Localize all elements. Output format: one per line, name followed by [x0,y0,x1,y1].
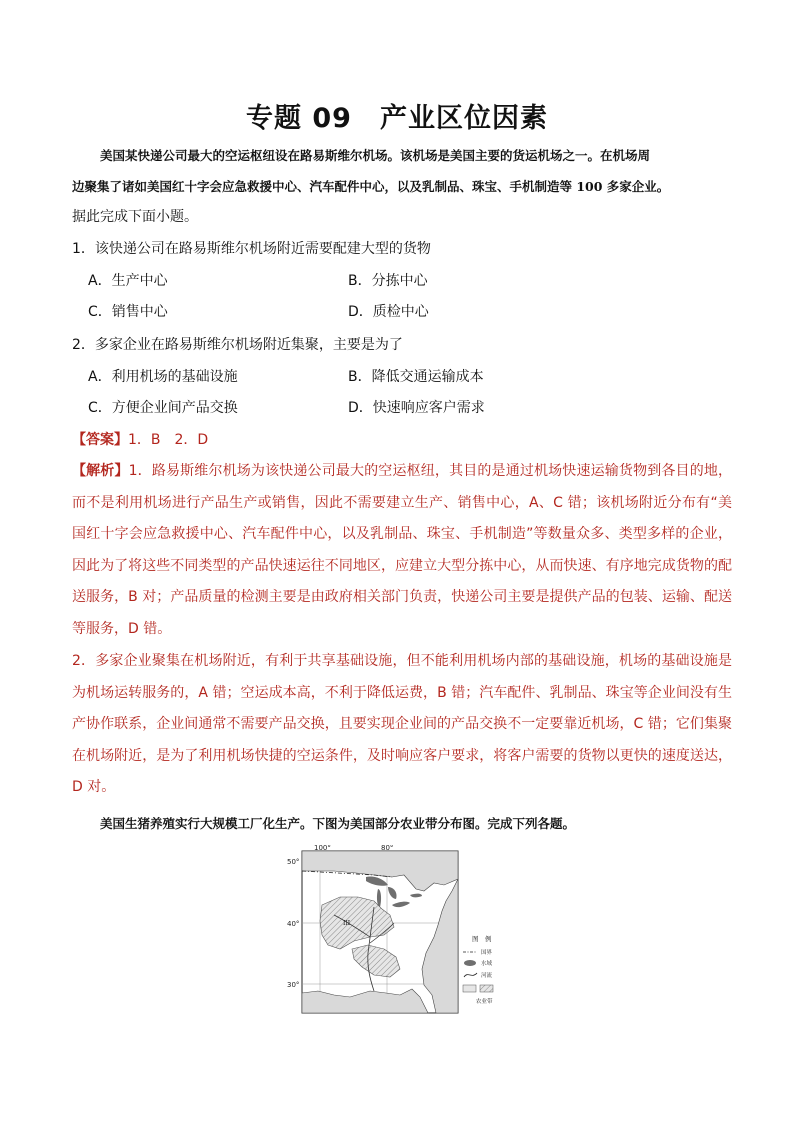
question2-option-b: B．降低交通运输成本 [348,369,484,385]
analysis-tag: 【解析】 [72,463,129,479]
question1-option-c: C．销售中心 [88,304,168,320]
legend-river-label: 河流 [481,973,493,979]
answer-line [72,430,208,450]
question2-option-c: C．方便企业间产品交换 [88,400,238,416]
passage1-line1: 美国某快递公司最大的空运枢纽设在路易斯维尔机场。该机场是美国主要的货运机场之一。在机场周 [100,148,651,163]
analysis-p1: 1．路易斯维尔机场为该快递公司最大的空运枢纽，其目的是通过机场快速运输货物到各目的地，而不是利用机场进行产品生产或销售，因此不需要建立生产、销售中心，A、C 错；该机场附近分布有“美国红十字会应急救援中心、汽车配件中心，以及乳制品、珠宝、手机制造”等数量众多、类型多样的企业，因此为了将这些不同类型的产品快速运往不同地区，应建立大型分拣中心，从而快速、有序地完成货物的配送服务，B 对；产品质量的检测主要是由政府相关部门负责，快递公司主要是提供产品的包装、运输、配送等服务，D 错。 [72,463,732,637]
question2-option-d: D．快速响应客户需求 [348,400,485,416]
title-topic: 产业区位因素 [379,103,548,134]
question1-stem: 1．该快递公司在路易斯维尔机场附近需要配建大型的货物 [72,241,431,257]
legend-border-label: 国界 [481,950,493,956]
lat-label-30: 30° [287,981,300,989]
legend-belt-label: 农业带 [476,999,493,1005]
lon-label-100: 100° [314,845,331,852]
passage1-line2: 边聚集了诸如美国红十字会应急救援中心、汽车配件中心，以及乳制品、珠宝、手机制造等 100 多家企业。 [72,179,670,194]
legend-river-symbol [464,973,477,977]
passage1-line3: 据此完成下面小题。 [72,209,198,225]
question2-option-a: A．利用机场的基础设施 [88,369,238,385]
lon-label-80: 80° [381,845,394,852]
analysis-part1 [72,456,732,644]
map-legend [463,934,493,1005]
answer-tag: 【答案】 [72,432,128,448]
legend-water-symbol [464,960,476,966]
legend-belt-symbol-2 [480,985,493,992]
passage2: 美国生猪养殖实行大规模工厂化生产。下图为美国部分农业带分布图。完成下列各题。 [100,816,576,831]
question1-option-a: A．生产中心 [88,273,168,289]
question1-option-b: B．分拣中心 [348,273,428,289]
question2-stem: 2．多家企业在路易斯维尔机场附近集聚，主要是为了 [72,337,403,353]
region-label-iii: III [343,920,351,927]
legend-title: 图 例 [472,935,492,943]
page-title [0,96,794,135]
lat-label-50: 50° [287,858,300,866]
question1-option-d: D．质检中心 [348,304,429,320]
gulf-of-mexico [302,989,428,1013]
analysis-part2: 2．多家企业聚集在机场附近，有利于共享基础设施，但不能利用机场内部的基础设施，机场的基础设施是为机场运转服务的，A 错；空运成本高，不利于降低运费，B 错；汽车配件、乳制品、珠宝等企业间没有生产协作联系，企业间通常不需要产品交换，且要实现企业间的产品交换不一定要靠近机场，C 错；它们集聚在机场附近，是为了利用机场快捷的空运条件，及时响应客户要求，将客户需要的货物以更快的速度送达，D 对。 [72,653,732,795]
agriculture-belt-map [274,845,518,1020]
legend-belt-symbol-1 [463,985,476,992]
legend-water-label: 水域 [481,961,493,967]
lat-label-40: 40° [287,920,300,928]
answer-text: 1．B 2．D [128,432,209,448]
title-number: 专题 09 [246,103,352,134]
